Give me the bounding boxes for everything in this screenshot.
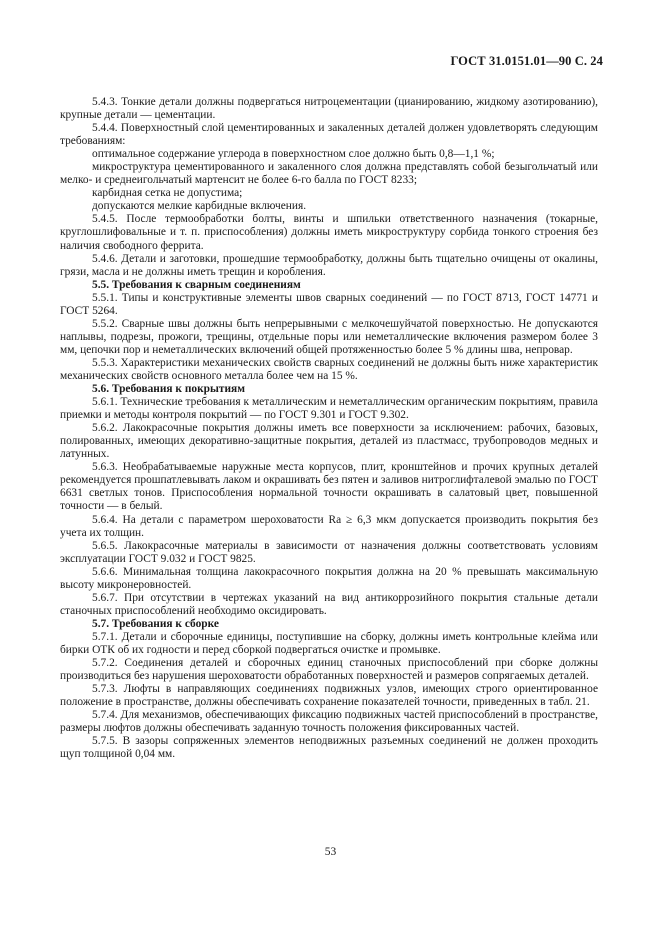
paragraph: оптимальное содержание углерода в поверхностном слое должно быть 0,8—1,1 %; [92,148,495,161]
paragraph: микроструктура цементированного и закаленного слоя должна представлять собой безыгольчатый или мелко- и среднеигольчатый мартенсит не более 6-го балла по ГОСТ 8233; [60,161,598,187]
paragraph: карбидная сетка не допустима; [92,187,243,200]
page-header: ГОСТ 31.0151.01—90 С. 24 [450,54,603,68]
paragraph: 5.6.2. Лакокрасочные покрытия должны иметь все поверхности за исключением: рабочих, базовых, полированных, имеющих декоративно-защитные покрытия, деталей из пластмасс, трубопроводов медных и латунных. [60,422,598,461]
paragraph: 5.5.3. Характеристики механических свойств сварных соединений не должны быть ниже характеристик механических свойств основного металла более чем на 15 %. [60,356,598,382]
page-number: 53 [324,846,337,858]
paragraph: 5.4.5. После термообработки болты, винты и шпильки ответственного назначения (токарные, круглошлифовальные и т. п. приспособления) должны иметь микроструктуру сорбида тонкого строения без наличия свободного феррита. [60,213,598,252]
paragraph: 5.7.2. Соединения деталей и сборочных единиц станочных приспособлений при сборке должны производиться без нарушения шероховатости обработанных поверхностей и размеров сопрягаемых деталей. [60,657,598,683]
section-heading: 5.5. Требования к сварным соединениям [92,278,301,291]
paragraph: 5.6.3. Необрабатываемые наружные места корпусов, плит, кронштейнов и прочих крупных деталей рекомендуется прошпатлевывать лаком и окрашивать без пятен и заливов нитроглифталевой эмалью по ГОСТ 6631 светлых тонов. Приспособления нормальной точности окрашивать в салатовый цвет, повышенной точности — в белый. [60,461,598,513]
document-body [60,96,598,761]
paragraph: 5.6.4. На детали с параметром шероховатости Ra ≥ 6,3 мкм допускается производить покрытия без учета их толщин. [60,513,598,539]
paragraph: допускаются мелкие карбидные включения. [92,200,307,213]
paragraph: 5.4.6. Детали и заготовки, прошедшие термообработку, должны быть тщательно очищены от окалины, грязи, масла и не должны иметь трещин и коробления. [60,252,598,278]
paragraph: 5.6.5. Лакокрасочные материалы в зависимости от назначения должны соответствовать условиям эксплуатации ГОСТ 9.032 и ГОСТ 9825. [60,539,598,565]
paragraph: 5.7.4. Для механизмов, обеспечивающих фиксацию подвижных частей приспособлений в пространстве, размеры люфтов должны обеспечивать заданную точность положения фиксированных частей. [60,709,598,735]
paragraph: 5.7.3. Люфты в направляющих соединениях подвижных узлов, имеющих строго ориентированное положение в пространстве, должны обеспечивать сохранение показателей точности, приведенных в табл. 21. [60,683,598,709]
paragraph: 5.6.7. При отсутствии в чертежах указаний на вид антикоррозийного покрытия стальные детали станочных приспособлений необходимо оксидировать. [60,591,598,617]
paragraph: 5.6.1. Технические требования к металлическим и неметаллическим органическим покрытиям, правила приемки и методы контроля покрытий — по ГОСТ 9.301 и ГОСТ 9.302. [60,396,598,422]
paragraph: 5.5.2. Сварные швы должны быть непрерывными с мелкочешуйчатой поверхностью. Не допускаются наплывы, подрезы, прожоги, трещины, отдельные поры или неметаллические включения размером более 3 мм, цепочки пор и неметаллических включений общей протяженностью более 5 % длины шва, непровар. [60,317,598,356]
paragraph: 5.4.4. Поверхностный слой цементированных и закаленных деталей должен удовлетворять следующим требованиям: [60,122,598,148]
paragraph: 5.7.1. Детали и сборочные единицы, поступившие на сборку, должны иметь контрольные клейма или бирки ОТК об их годности и перед сборкой подвергаться очистке и промывке. [60,630,598,656]
paragraph: 5.4.3. Тонкие детали должны подвергаться нитроцементации (цианированию, жидкому азотированию), крупные детали — цементации. [60,96,598,122]
paragraph: 5.6.6. Минимальная толщина лакокрасочного покрытия должна на 20 % превышать максимальную высоту микронеровностей. [60,565,598,591]
paragraph: 5.5.1. Типы и конструктивные элементы швов сварных соединений — по ГОСТ 8713, ГОСТ 14771 и ГОСТ 5264. [60,291,598,317]
section-heading: 5.6. Требования к покрытиям [92,383,245,396]
section-heading: 5.7. Требования к сборке [92,617,219,630]
paragraph: 5.7.5. В зазоры сопряженных элементов неподвижных разъемных соединений не должен проходить щуп толщиной 0,04 мм. [60,735,598,761]
